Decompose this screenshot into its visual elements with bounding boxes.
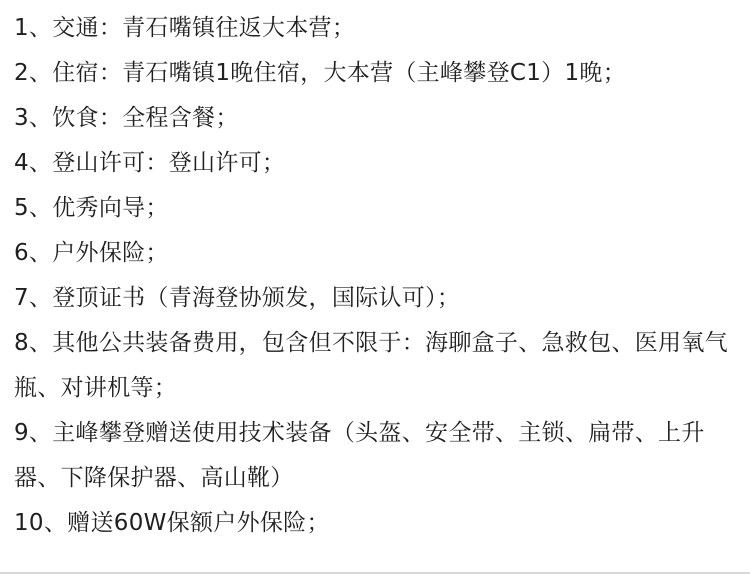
list-item: 3、饮食：全程含餐； <box>14 105 239 131</box>
list-item: 4、登山许可：登山许可； <box>14 150 286 176</box>
list-item: 6、户外保险； <box>14 240 169 266</box>
list-item: 1、交通：青石嘴镇往返大本营； <box>14 15 356 41</box>
list-item: 10、赠送60W保额户外保险； <box>14 510 330 536</box>
list-item: 9、主峰攀登赠送使用技术装备（头盔、安全带、主锁、扁带、上升器、下降保护器、高山靴） <box>14 420 705 491</box>
bottom-divider <box>0 572 750 574</box>
list-item: 7、登顶证书（青海登协颁发，国际认可）； <box>14 285 461 311</box>
list-item: 8、其他公共装备费用，包含但不限于：海聊盒子、急救包、医用氧气瓶、对讲机等； <box>14 330 728 401</box>
list-item: 5、优秀向导； <box>14 195 169 221</box>
list-item: 2、住宿：青石嘴镇1晚住宿，大本营（主峰攀登C1）1晚； <box>14 60 626 86</box>
